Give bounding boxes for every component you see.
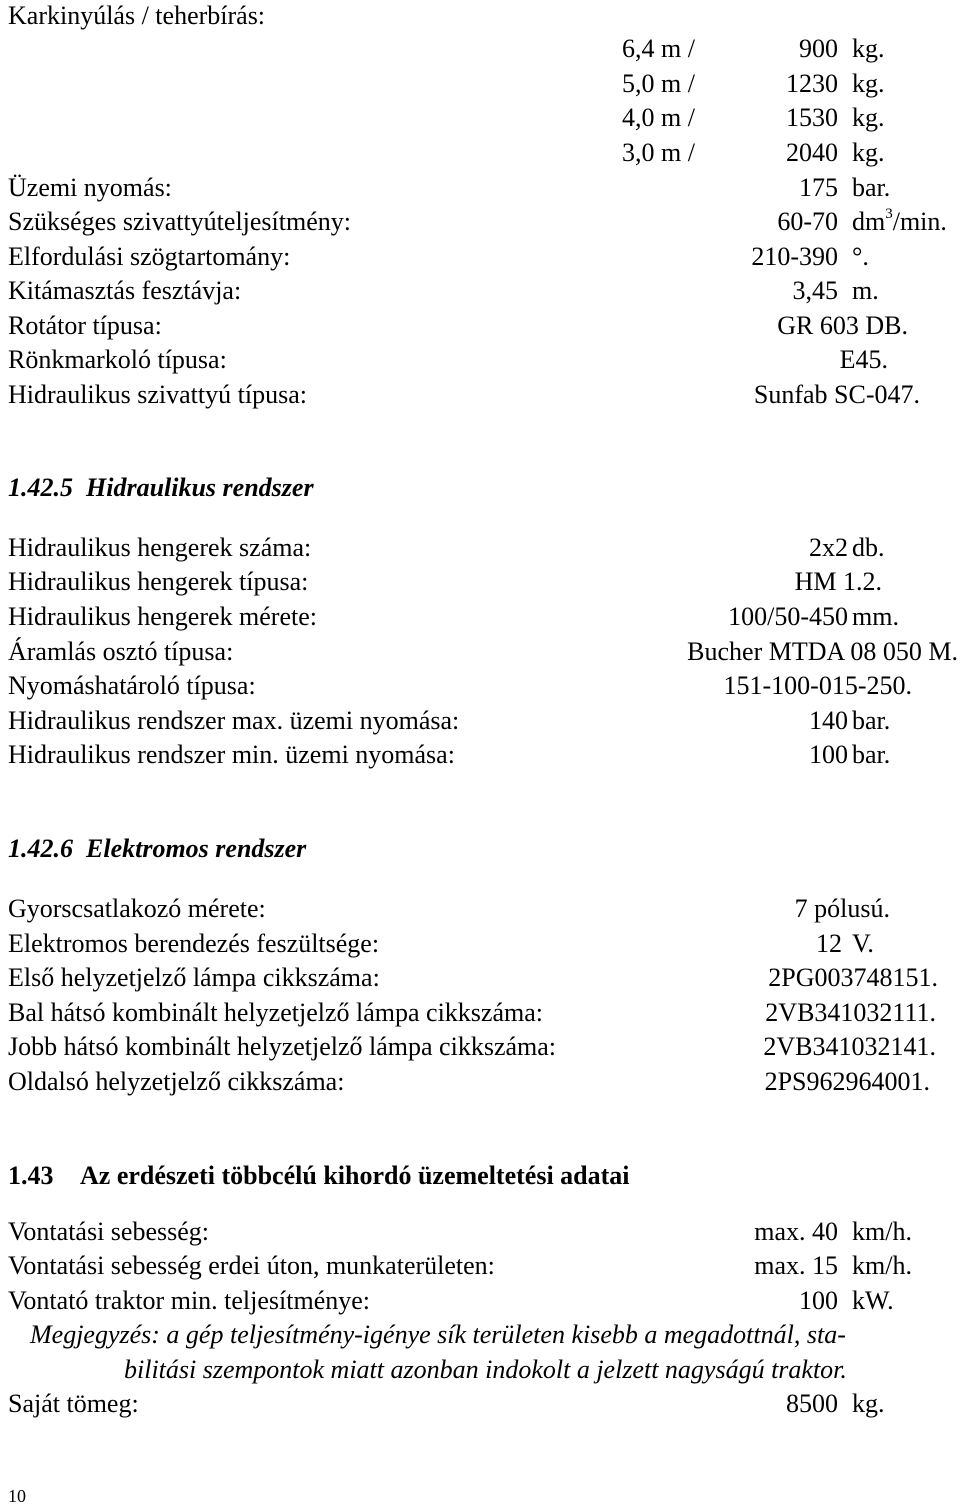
spec-label: Szükséges szivattyúteljesítmény: bbox=[8, 207, 351, 236]
spec-label: Nyomáshatároló típusa: bbox=[8, 671, 256, 700]
section-header-reach: Karkinyúlás / teherbírás: bbox=[8, 1, 266, 30]
unit-superscript: 3 bbox=[885, 206, 893, 223]
spec-value: 151-100-015-250. bbox=[723, 671, 912, 700]
reach-unit: kg. bbox=[852, 69, 885, 98]
spec-value: Sunfab SC-047. bbox=[753, 380, 920, 409]
reach-value: 900 bbox=[799, 34, 838, 63]
spec-value: 2x2 bbox=[809, 533, 848, 562]
spec-label: Hidraulikus rendszer min. üzemi nyomása: bbox=[8, 740, 455, 769]
spec-unit: kg. bbox=[852, 1389, 885, 1418]
spec-label: Vontatási sebesség: bbox=[8, 1217, 209, 1246]
spec-unit: db. bbox=[852, 533, 885, 562]
spec-label: Jobb hátsó kombinált helyzetjelző lámpa cikkszáma: bbox=[8, 1032, 557, 1061]
spec-unit: bar. bbox=[852, 740, 891, 769]
spec-value: 60-70 bbox=[777, 207, 838, 236]
spec-label: Hidraulikus rendszer max. üzemi nyomása: bbox=[8, 706, 460, 735]
spec-value: 175 bbox=[799, 173, 838, 202]
spec-label: Bal hátsó kombinált helyzetjelző lámpa cikkszáma: bbox=[8, 998, 543, 1027]
spec-unit: km/h. bbox=[852, 1251, 912, 1280]
spec-value: 100 bbox=[799, 1286, 838, 1315]
spec-label: Kitámasztás fesztávja: bbox=[8, 276, 242, 305]
spec-value: 100 bbox=[809, 740, 848, 769]
spec-unit: km/h. bbox=[852, 1217, 912, 1246]
spec-value: HM 1.2. bbox=[794, 567, 882, 596]
spec-unit: mm. bbox=[852, 602, 899, 631]
spec-value: 210-390 bbox=[751, 242, 838, 271]
reach-unit: kg. bbox=[852, 34, 885, 63]
section-title-operating: Az erdészeti többcélú kihordó üzemeltetési adatai bbox=[80, 1161, 630, 1190]
spec-label: Első helyzetjelző lámpa cikkszáma: bbox=[8, 963, 380, 992]
spec-unit: kW. bbox=[852, 1286, 894, 1315]
spec-label: Elektromos berendezés feszültsége: bbox=[8, 929, 380, 958]
section-number-operating: 1.43 bbox=[8, 1161, 54, 1190]
spec-label: Hidraulikus hengerek típusa: bbox=[8, 567, 309, 596]
spec-label: Rönkmarkoló típusa: bbox=[8, 345, 227, 374]
reach-value: 1230 bbox=[786, 69, 838, 98]
spec-unit: bar. bbox=[852, 173, 891, 202]
spec-unit: °. bbox=[852, 242, 869, 271]
spec-value: max. 15 bbox=[754, 1251, 838, 1280]
spec-value: E45. bbox=[839, 345, 888, 374]
spec-label: Rotátor típusa: bbox=[8, 311, 162, 340]
unit-rest: /min. bbox=[892, 207, 947, 236]
reach-label: 3,0 m / bbox=[622, 138, 695, 167]
spec-value: GR 603 DB. bbox=[777, 311, 908, 340]
spec-label: Üzemi nyomás: bbox=[8, 173, 172, 202]
spec-value: 2PG003748151. bbox=[768, 963, 938, 992]
reach-unit: kg. bbox=[852, 138, 885, 167]
spec-value: Bucher MTDA 08 050 M. bbox=[687, 637, 958, 666]
spec-value: 2PS962964001. bbox=[764, 1067, 930, 1096]
spec-value: 140 bbox=[809, 706, 848, 735]
spec-label: Gyorscsatlakozó mérete: bbox=[8, 894, 266, 923]
reach-value: 1530 bbox=[786, 103, 838, 132]
note-line: bilitási szempontok miatt azonban indokolt a jelzett nagyságú traktor. bbox=[124, 1355, 847, 1384]
spec-unit: m. bbox=[852, 276, 879, 305]
spec-label: Hidraulikus hengerek mérete: bbox=[8, 602, 317, 631]
spec-value: 2VB341032141. bbox=[763, 1032, 936, 1061]
spec-label: Hidraulikus szivattyú típusa: bbox=[8, 380, 307, 409]
reach-label: 6,4 m / bbox=[622, 34, 695, 63]
spec-label: Áramlás osztó típusa: bbox=[8, 637, 234, 666]
unit-base: dm bbox=[852, 207, 886, 236]
spec-label: Vontató traktor min. teljesítménye: bbox=[8, 1286, 371, 1315]
reach-value: 2040 bbox=[786, 138, 838, 167]
page-number: 10 bbox=[8, 1486, 26, 1506]
spec-unit: V. bbox=[852, 929, 874, 958]
spec-value: 2VB341032111. bbox=[765, 998, 936, 1027]
spec-value: 8500 bbox=[786, 1389, 838, 1418]
spec-unit: bar. bbox=[852, 706, 891, 735]
section-title-hidraulikus: 1.42.5 Hidraulikus rendszer bbox=[8, 473, 314, 502]
spec-label: Vontatási sebesség erdei úton, munkaterületen: bbox=[8, 1251, 495, 1280]
section-title-elektromos: 1.42.6 Elektromos rendszer bbox=[8, 834, 307, 863]
spec-unit bbox=[852, 207, 947, 237]
spec-label: Oldalsó helyzetjelző cikkszáma: bbox=[8, 1067, 345, 1096]
reach-label: 4,0 m / bbox=[622, 103, 695, 132]
reach-label: 5,0 m / bbox=[622, 69, 695, 98]
spec-label: Hidraulikus hengerek száma: bbox=[8, 533, 312, 562]
spec-value: 100/50-450 bbox=[728, 602, 848, 631]
spec-value: 12 bbox=[816, 929, 842, 958]
reach-unit: kg. bbox=[852, 103, 885, 132]
note-line: Megjegyzés: a gép teljesítmény-igénye sík területen kisebb a megadottnál, sta- bbox=[30, 1320, 846, 1349]
spec-value: 7 pólusú. bbox=[794, 894, 890, 923]
spec-value: max. 40 bbox=[754, 1217, 838, 1246]
spec-label: Saját tömeg: bbox=[8, 1389, 139, 1418]
spec-label: Elfordulási szögtartomány: bbox=[8, 242, 291, 271]
spec-value: 3,45 bbox=[792, 276, 838, 305]
